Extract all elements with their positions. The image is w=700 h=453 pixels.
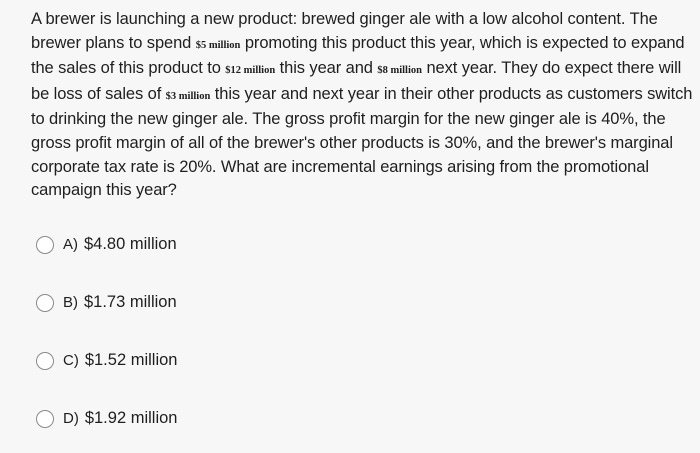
question-text-part: promoting this product this year, which is expected to expand the sales of this product to — [31, 33, 685, 78]
radio-button-d[interactable] — [36, 410, 54, 428]
option-text: $1.52 million — [84, 351, 178, 369]
option-letter: A) — [63, 236, 78, 253]
question-text-part: A brewer is launching a new product: brewed ginger ale with a low alcohol content. The brewer plans to spend — [31, 10, 658, 52]
radio-button-c[interactable] — [36, 352, 54, 370]
option-text: $4.80 million — [84, 235, 177, 253]
option-letter: B) — [63, 294, 78, 311]
amount-sales-next-year: $8 million — [377, 65, 422, 77]
radio-button-a[interactable] — [36, 236, 54, 254]
option-text: $1.92 million — [84, 409, 178, 427]
option-text: $1.73 million — [84, 293, 177, 311]
option-b[interactable] — [36, 293, 177, 312]
question-text-part: next year. They do expect there will be loss of sales of — [31, 59, 682, 103]
amount-promotion: $5 million — [195, 39, 241, 51]
question-text-part: this year and — [275, 59, 378, 78]
option-a[interactable] — [36, 235, 177, 254]
option-d[interactable] — [36, 409, 177, 428]
radio-button-b[interactable] — [36, 294, 54, 312]
amount-lost-sales: $3 million — [165, 90, 211, 102]
question-text-part: this year and next year in their other products as customers switch to drinking the new ginger ale. The gross profit margin for the new ginger ale is 40%, the gross profit margin of all of the brewer's other products is 30%, and the brewer's marginal corporate tax rate is 20%. What are incremental earnings arising from the promotional campaign this year? — [31, 84, 693, 200]
option-c[interactable] — [36, 351, 177, 370]
amount-sales-this-year: $12 million — [225, 65, 276, 77]
option-letter: C) — [63, 352, 79, 369]
option-letter: D) — [63, 410, 79, 427]
